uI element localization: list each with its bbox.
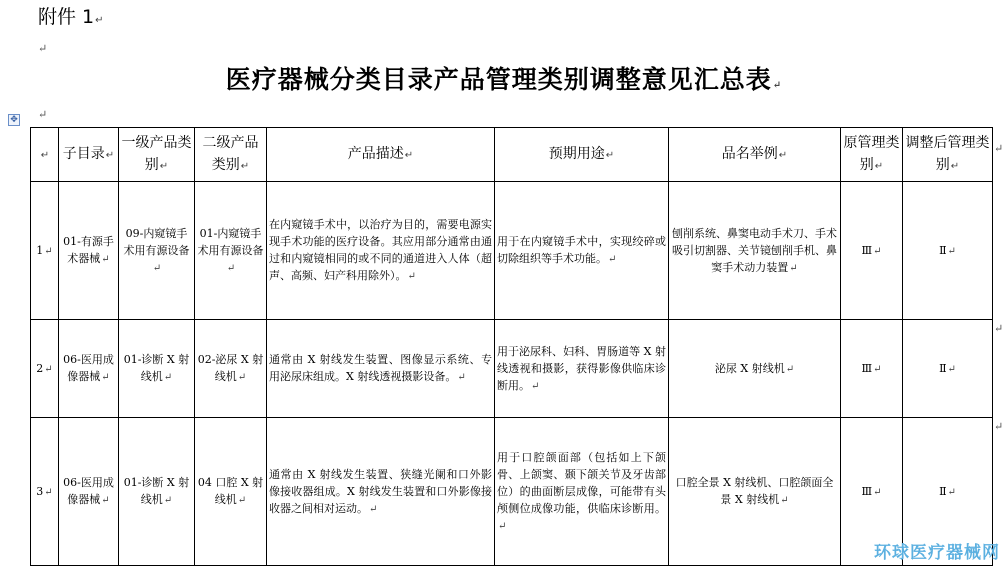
cell-mark-icon: ↵ [369, 503, 378, 515]
cell-mark-icon: ↵ [457, 372, 466, 384]
cell-mark-icon: ↵ [101, 254, 110, 266]
cell-mark-icon: ↵ [780, 495, 789, 507]
header-cell-examples: 品名举例↵ [669, 128, 841, 182]
cell-mark-icon: ↵ [950, 160, 960, 172]
cell-mark-icon: ↵ [873, 486, 882, 498]
cell-mark-icon: ↵ [240, 160, 250, 172]
table-row [31, 182, 993, 320]
cell-mark-icon: ↵ [778, 149, 788, 161]
cell-mark-icon: ↵ [105, 149, 115, 161]
cell-no: 1↵ [31, 182, 59, 320]
table-header-row [31, 128, 993, 182]
cell-sub-catalog: 06-医用成像器械↵ [59, 418, 119, 566]
paragraph-mark-icon: ↵ [95, 15, 104, 26]
cell-mark-icon: ↵ [531, 380, 540, 392]
cell-adjusted-class: Ⅱ↵ [903, 320, 993, 418]
attachment-label [38, 2, 104, 29]
watermark-logo: 环球医疗器械网 [874, 543, 1000, 563]
cell-mark-icon: ↵ [874, 160, 884, 172]
cell-examples: 刨削系统、鼻窦电动手术刀、手术吸引切割器、关节镜刨削手机、鼻窦手术动力装置↵ [669, 182, 841, 320]
cell-mark-icon: ↵ [101, 495, 110, 507]
cell-description: 通常由 X 射线发生装置、图像显示系统、专用泌尿床组成。X 射线透视摄影设备。↵ [267, 320, 495, 418]
paragraph-mark-icon: ↵ [38, 108, 48, 121]
cell-mark-icon: ↵ [44, 486, 53, 498]
cell-mark-icon: ↵ [159, 160, 169, 172]
table-row [31, 418, 993, 566]
page-title-text: 医疗器械分类目录产品管理类别调整意见汇总表 [225, 65, 772, 94]
cell-level2: 04 口腔 X 射线机↵ [195, 418, 267, 566]
cell-no: 3↵ [31, 418, 59, 566]
cell-sub-catalog: 01-有源手术器械↵ [59, 182, 119, 320]
cell-mark-icon: ↵ [40, 149, 50, 161]
cell-mark-icon: ↵ [404, 149, 414, 161]
cell-mark-icon: ↵ [498, 520, 507, 532]
cell-mark-icon: ↵ [163, 495, 173, 507]
header-cell-description: 产品描述↵ [267, 128, 495, 182]
cell-mark-icon: ↵ [237, 495, 247, 507]
cell-description: 通常由 X 射线发生装置、狭缝光阑和口外影像接收器组成。X 射线发生装置和口外影像接收器之间相对运动。↵ [267, 418, 495, 566]
header-cell-sub-catalog: 子目录↵ [59, 128, 119, 182]
header-cell-level2: 二级产品类别↵ [195, 128, 267, 182]
cell-description: 在内窥镜手术中，以治疗为目的，需要电源实现手术功能的医疗设备。其应用部分通常由通过和内窥镜相同的或不同的通道进入人体（超声、高频、妇产科用除外）。↵ [267, 182, 495, 320]
cell-level2: 01-内窥镜手术用有源设备↵ [195, 182, 267, 320]
cell-mark-icon: ↵ [947, 363, 956, 375]
row-end-mark-icon: ↵ [994, 420, 1004, 433]
paragraph-mark-icon: ↵ [772, 80, 783, 91]
cell-mark-icon: ↵ [226, 262, 236, 274]
cell-level1: 01-诊断 X 射线机↵ [119, 418, 195, 566]
cell-mark-icon: ↵ [152, 262, 162, 274]
cell-mark-icon: ↵ [789, 262, 798, 274]
cell-examples: 泌尿 X 射线机↵ [669, 320, 841, 418]
cell-level1: 01-诊断 X 射线机↵ [119, 320, 195, 418]
cell-original-class: Ⅲ↵ [841, 182, 903, 320]
cell-no: 2↵ [31, 320, 59, 418]
cell-mark-icon: ↵ [947, 245, 956, 257]
cell-intended-use: 用于泌尿科、妇科、胃肠道等 X 射线透视和摄影，获得影像供临床诊断用。↵ [495, 320, 669, 418]
table-move-handle-icon[interactable]: ✥ [8, 114, 20, 126]
header-cell-original-class: 原管理类别↵ [841, 128, 903, 182]
attachment-label-text: 附件 1 [38, 6, 95, 28]
cell-mark-icon: ↵ [44, 245, 53, 257]
header-cell-intended-use: 预期用途↵ [495, 128, 669, 182]
page-title [0, 60, 1008, 96]
cell-mark-icon: ↵ [101, 372, 110, 384]
paragraph-mark-icon: ↵ [38, 42, 48, 55]
header-cell-no [31, 128, 59, 182]
cell-mark-icon: ↵ [237, 372, 247, 384]
cell-intended-use: 用于在内窥镜手术中，实现绞碎或切除组织等手术功能。↵ [495, 182, 669, 320]
cell-sub-catalog: 06-医用成像器械↵ [59, 320, 119, 418]
cell-level2: 02-泌尿 X 射线机↵ [195, 320, 267, 418]
table-row [31, 320, 993, 418]
cell-mark-icon: ↵ [163, 372, 173, 384]
header-cell-level1: 一级产品类别↵ [119, 128, 195, 182]
row-end-mark-icon: ↵ [994, 322, 1004, 335]
cell-mark-icon: ↵ [44, 363, 53, 375]
classification-table [30, 127, 993, 566]
cell-adjusted-class: Ⅱ↵ [903, 182, 993, 320]
cell-mark-icon: ↵ [873, 245, 882, 257]
cell-mark-icon: ↵ [785, 363, 795, 375]
cell-original-class: Ⅲ↵ [841, 320, 903, 418]
cell-mark-icon: ↵ [608, 254, 617, 266]
cell-mark-icon: ↵ [873, 363, 882, 375]
header-cell-adjusted-class: 调整后管理类别↵ [903, 128, 993, 182]
cell-mark-icon: ↵ [605, 149, 615, 161]
cell-mark-icon: ↵ [407, 271, 416, 283]
cell-examples: 口腔全景 X 射线机、口腔颌面全景 X 射线机↵ [669, 418, 841, 566]
cell-original-class: Ⅲ↵ [841, 418, 903, 566]
row-end-mark-icon: ↵ [994, 142, 1004, 155]
cell-mark-icon: ↵ [947, 486, 956, 498]
cell-intended-use: 用于口腔颌面部（包括如上下颌骨、上颌窦、颞下颌关节及牙齿部位）的曲面断层成像，可能带有头颅侧位成像功能，供临床诊断用。↵ [495, 418, 669, 566]
cell-level1: 09-内窥镜手术用有源设备↵ [119, 182, 195, 320]
cell-adjusted-class: Ⅱ↵ [903, 418, 993, 566]
